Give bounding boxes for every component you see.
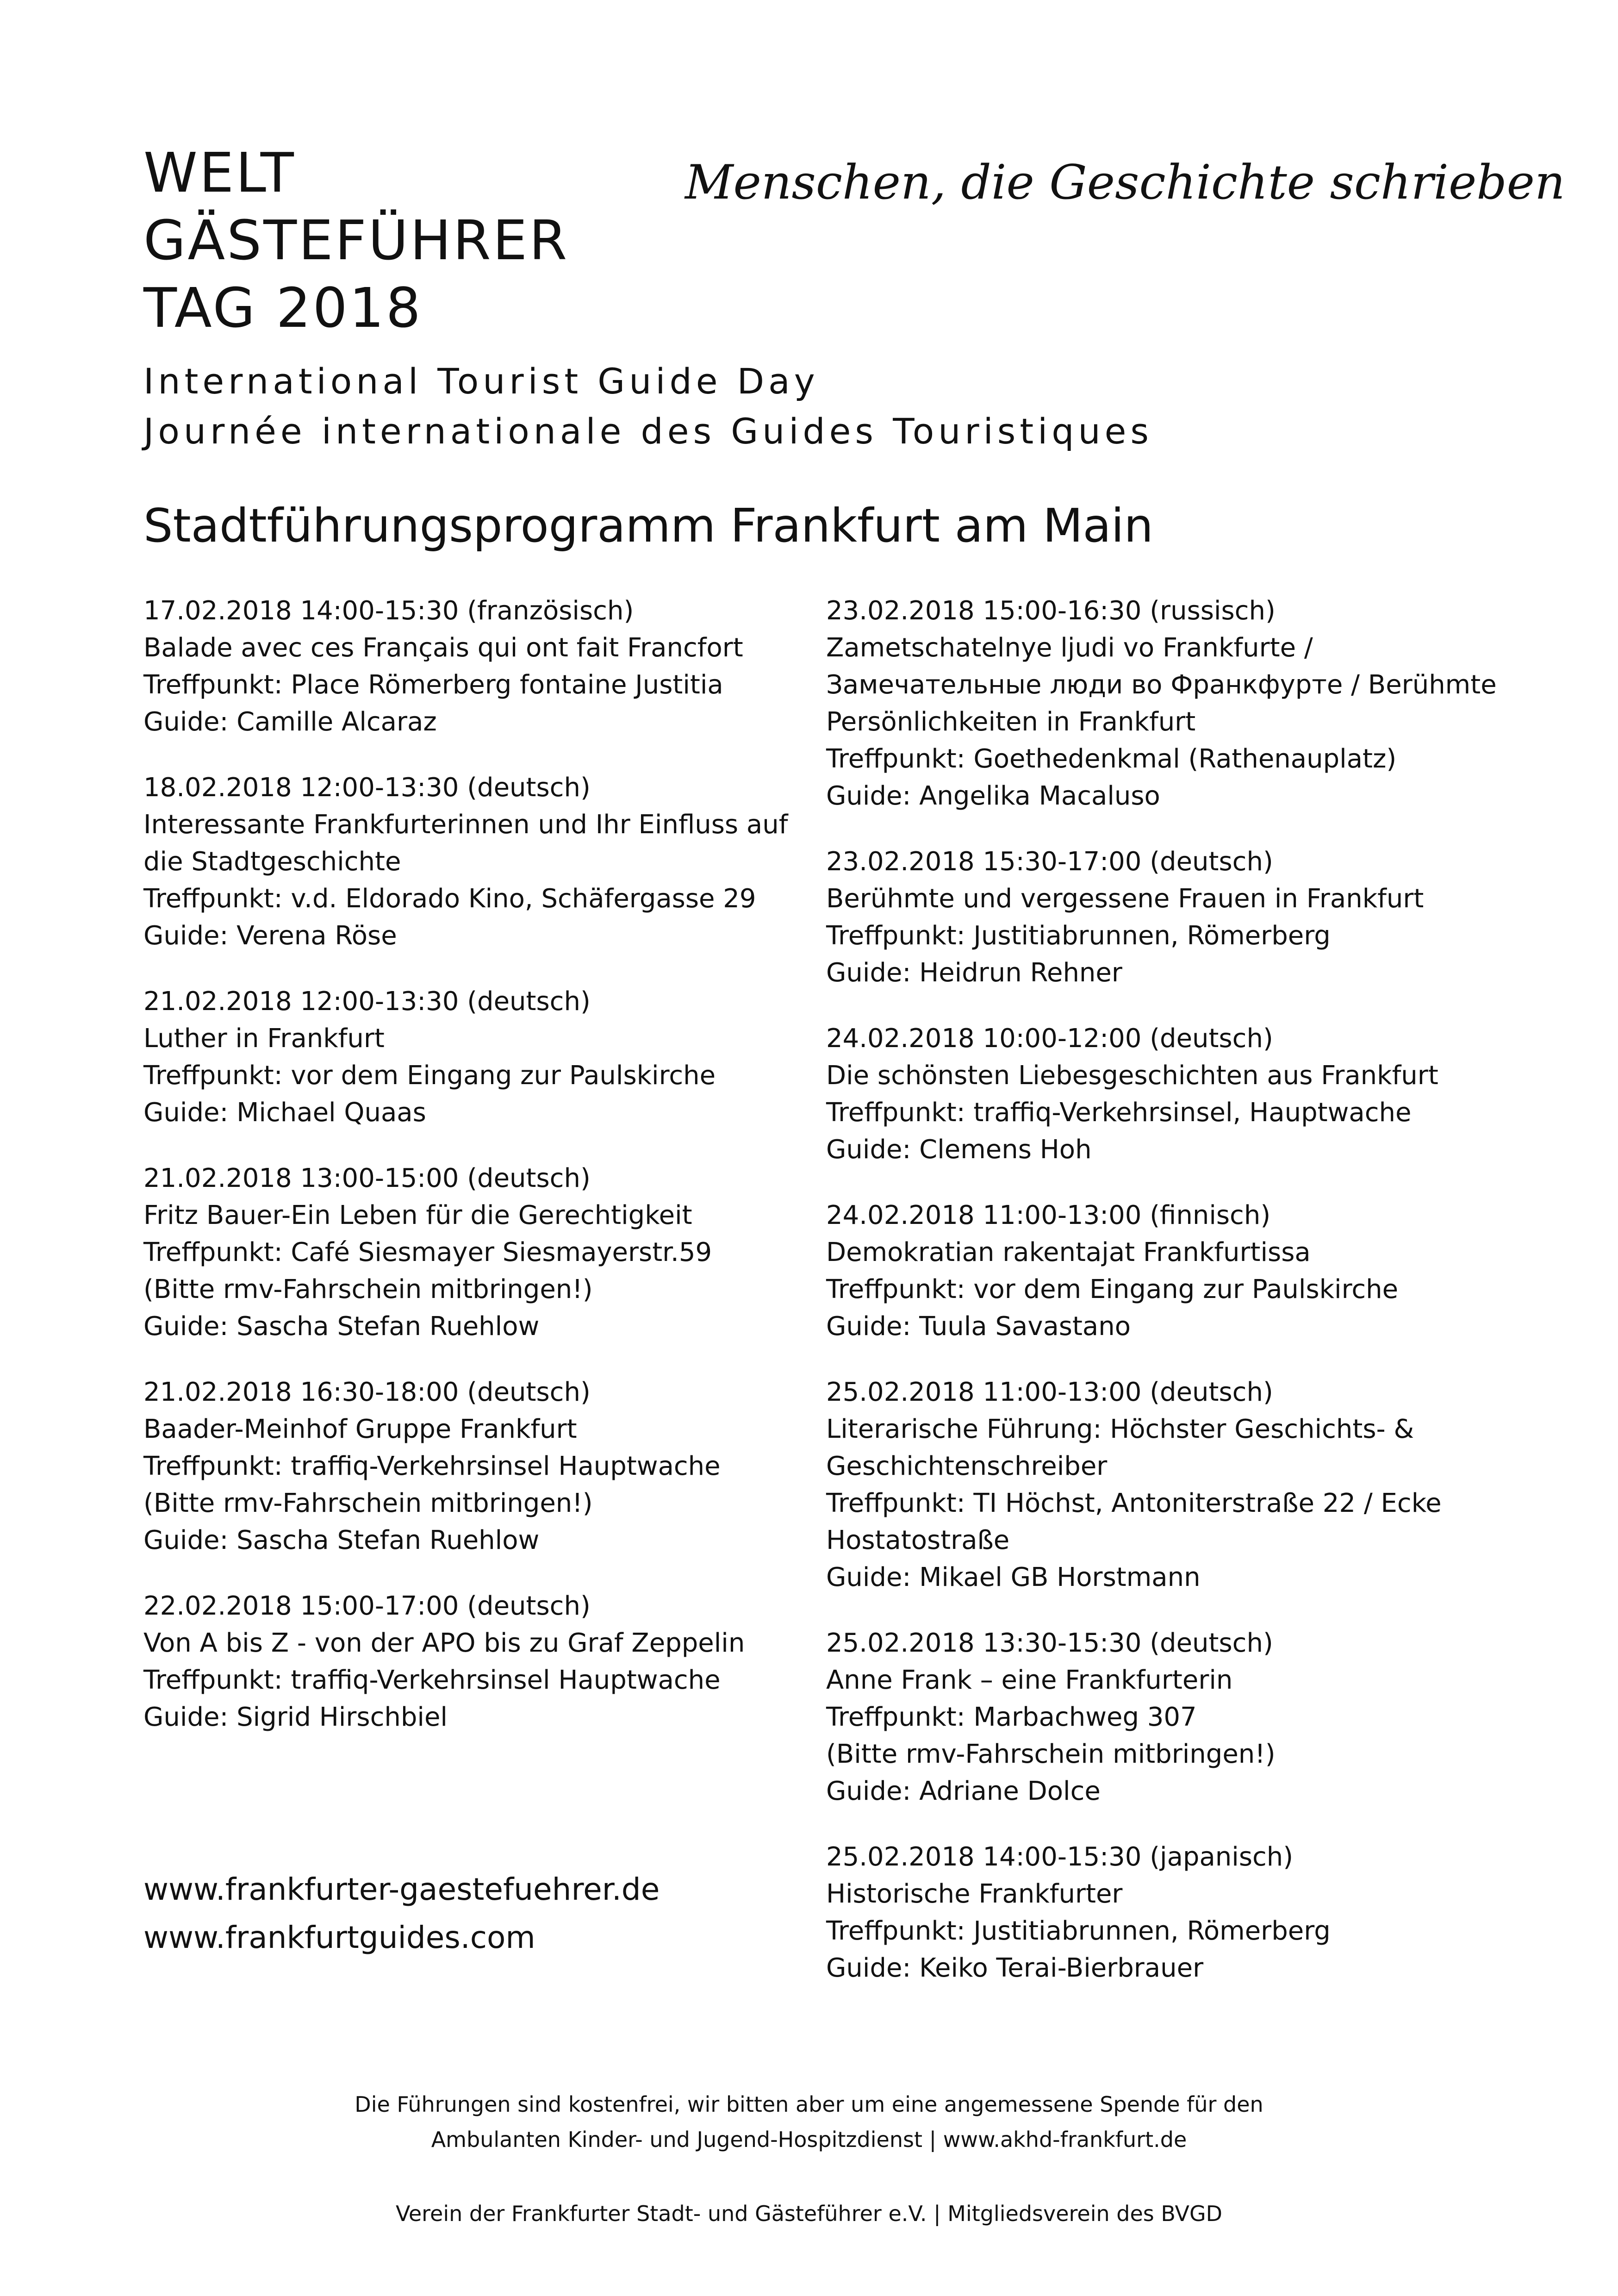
- events-column-right: [826, 593, 1497, 2015]
- event-detail-line: Guide: Tuula Savastano: [826, 1311, 1131, 1341]
- event-date-time: 18.02.2018 12:00-13:30 (deutsch): [143, 773, 591, 803]
- event-detail-line: Treffpunkt: TI Höchst, Antoniterstraße 22 / Ecke: [826, 1488, 1442, 1518]
- event-detail-line: Treffpunkt: traffiq-Verkehrsinsel, Hauptwache: [826, 1098, 1412, 1128]
- event-detail-line: Guide: Michael Quaas: [143, 1098, 426, 1128]
- event-detail-line: Die schönsten Liebesgeschichten aus Frankfurt: [826, 1061, 1438, 1091]
- event-detail-line: Guide: Angelika Macaluso: [826, 781, 1160, 811]
- event-date-time: 23.02.2018 15:00-16:30 (russisch): [826, 596, 1276, 626]
- event-detail-line: Baader-Meinhof Gruppe Frankfurt: [143, 1414, 577, 1444]
- event-date-time: 24.02.2018 10:00-12:00 (deutsch): [826, 1023, 1273, 1054]
- event-entry: [826, 1839, 1488, 1987]
- event-detail-line: Berühmte und vergessene Frauen in Frankfurt: [826, 884, 1424, 914]
- subtitle-english: International Tourist Guide Day: [143, 361, 819, 402]
- event-entry: [826, 1197, 1488, 1345]
- event-date-time: 21.02.2018 12:00-13:30 (deutsch): [143, 986, 591, 1017]
- event-detail-line: Guide: Camille Alcaraz: [143, 707, 437, 737]
- event-detail-line: Treffpunkt: traffiq-Verkehrsinsel Hauptwache: [143, 1451, 721, 1481]
- event-detail-line: Замечательные люди во Франкфурте / Berühmte: [826, 670, 1497, 700]
- event-entry: [826, 1374, 1488, 1596]
- subtitles: [143, 356, 1153, 456]
- program-heading: Stadtführungsprogramm Frankfurt am Main: [143, 499, 1153, 553]
- event-entry: [143, 1374, 805, 1559]
- event-detail-line: Fritz Bauer-Ein Leben für die Gerechtigkeit: [143, 1200, 692, 1230]
- event-detail-line: Persönlichkeiten in Frankfurt: [826, 707, 1196, 737]
- donation-note: Ambulanten Kinder- und Jugend-Hospitzdienst | www.akhd-frankfurt.de: [431, 2127, 1187, 2152]
- tagline: Menschen, die Geschichte schrieben: [685, 155, 1565, 210]
- event-date-time: 25.02.2018 11:00-13:00 (deutsch): [826, 1377, 1273, 1407]
- event-detail-line: Zametschatelnye ljudi vo Frankfurte /: [826, 633, 1313, 663]
- event-detail-line: Guide: Adriane Dolce: [826, 1776, 1101, 1806]
- event-detail-line: Von A bis Z - von der APO bis zu Graf Zeppelin: [143, 1628, 745, 1658]
- event-detail-line: Anne Frank – eine Frankfurterin: [826, 1665, 1233, 1695]
- donation-note: Die Führungen sind kostenfrei, wir bitten aber um eine angemessene Spende für den: [355, 2092, 1263, 2117]
- event-entry: [143, 769, 805, 955]
- event-detail-line: Guide: Sigrid Hirschbiel: [143, 1702, 448, 1732]
- event-detail-line: Demokratian rakentajat Frankfurtissa: [826, 1237, 1311, 1267]
- event-detail-line: Treffpunkt: Café Siesmayer Siesmayerstr.59: [143, 1237, 712, 1267]
- event-date-time: 21.02.2018 13:00-15:00 (deutsch): [143, 1163, 591, 1193]
- event-detail-line: Guide: Keiko Terai-Bierbrauer: [826, 1953, 1204, 1983]
- event-entry: [826, 593, 1497, 815]
- event-entry: [143, 983, 805, 1131]
- website-links: [143, 1866, 660, 1962]
- event-detail-line: Hostatostraße: [826, 1525, 1010, 1555]
- event-detail-line: Treffpunkt: Justitiabrunnen, Römerberg: [826, 921, 1331, 951]
- event-date-time: 22.02.2018 15:00-17:00 (deutsch): [143, 1591, 591, 1621]
- title-line: WELT: [143, 141, 296, 205]
- event-detail-line: Treffpunkt: vor dem Eingang zur Paulskirche: [143, 1061, 716, 1091]
- website-link[interactable]: www.frankfurter-gaestefuehrer.de: [143, 1872, 660, 1907]
- event-date-time: 23.02.2018 15:30-17:00 (deutsch): [826, 847, 1273, 877]
- events-column-left: [143, 593, 805, 1765]
- association-note: Verein der Frankfurter Stadt- und Gästeführer e.V. | Mitgliedsverein des BVGD: [395, 2201, 1223, 2226]
- footer: [0, 2087, 1618, 2231]
- event-detail-line: Treffpunkt: Place Römerberg fontaine Justitia: [143, 670, 723, 700]
- event-date-time: 24.02.2018 11:00-13:00 (finnisch): [826, 1200, 1271, 1230]
- event-detail-line: Treffpunkt: v.d. Eldorado Kino, Schäfergasse 29: [143, 884, 756, 914]
- event-detail-line: Balade avec ces Français qui ont fait Francfort: [143, 633, 743, 663]
- event-detail-line: die Stadtgeschichte: [143, 847, 401, 877]
- event-detail-line: Guide: Verena Röse: [143, 921, 397, 951]
- event-entry: [826, 843, 1488, 992]
- event-detail-line: Literarische Führung: Höchster Geschichts- &: [826, 1414, 1414, 1444]
- event-date-time: 17.02.2018 14:00-15:30 (französisch): [143, 596, 634, 626]
- event-entry: [143, 593, 805, 741]
- subtitle-french: Journée internationale des Guides Touristiques: [143, 411, 1153, 452]
- event-entry: [826, 1020, 1488, 1168]
- event-entry: [143, 1160, 805, 1345]
- event-title: [143, 139, 569, 342]
- event-detail-line: Treffpunkt: traffiq-Verkehrsinsel Hauptwache: [143, 1665, 721, 1695]
- footer-spacer: [0, 2157, 1618, 2196]
- event-date-time: 25.02.2018 14:00-15:30 (japanisch): [826, 1842, 1294, 1872]
- title-line: GÄSTEFÜHRER: [143, 208, 569, 272]
- website-link[interactable]: www.frankfurtguides.com: [143, 1920, 535, 1955]
- event-detail-line: Luther in Frankfurt: [143, 1023, 385, 1054]
- event-entry: [826, 1625, 1488, 1810]
- event-detail-line: Treffpunkt: Marbachweg 307: [826, 1702, 1197, 1732]
- event-detail-line: Treffpunkt: Justitiabrunnen, Römerberg: [826, 1916, 1331, 1946]
- title-line: TAG 2018: [143, 276, 423, 340]
- event-detail-line: Treffpunkt: Goethedenkmal (Rathenauplatz): [826, 744, 1397, 774]
- event-detail-line: Treffpunkt: vor dem Eingang zur Paulskirche: [826, 1274, 1399, 1304]
- event-detail-line: Guide: Heidrun Rehner: [826, 958, 1122, 988]
- event-entry: [143, 1588, 805, 1736]
- event-detail-line: (Bitte rmv-Fahrschein mitbringen!): [826, 1739, 1276, 1769]
- event-detail-line: (Bitte rmv-Fahrschein mitbringen!): [143, 1274, 593, 1304]
- event-detail-line: Interessante Frankfurterinnen und Ihr Einfluss auf: [143, 810, 788, 840]
- event-detail-line: (Bitte rmv-Fahrschein mitbringen!): [143, 1488, 593, 1518]
- event-date-time: 21.02.2018 16:30-18:00 (deutsch): [143, 1377, 591, 1407]
- event-detail-line: Geschichtenschreiber: [826, 1451, 1108, 1481]
- event-detail-line: Guide: Sascha Stefan Ruehlow: [143, 1525, 540, 1555]
- event-detail-line: Guide: Mikael GB Horstmann: [826, 1562, 1201, 1592]
- event-detail-line: Guide: Sascha Stefan Ruehlow: [143, 1311, 540, 1341]
- event-detail-line: Guide: Clemens Hoh: [826, 1135, 1092, 1165]
- event-date-time: 25.02.2018 13:30-15:30 (deutsch): [826, 1628, 1273, 1658]
- event-detail-line: Historische Frankfurter: [826, 1879, 1123, 1909]
